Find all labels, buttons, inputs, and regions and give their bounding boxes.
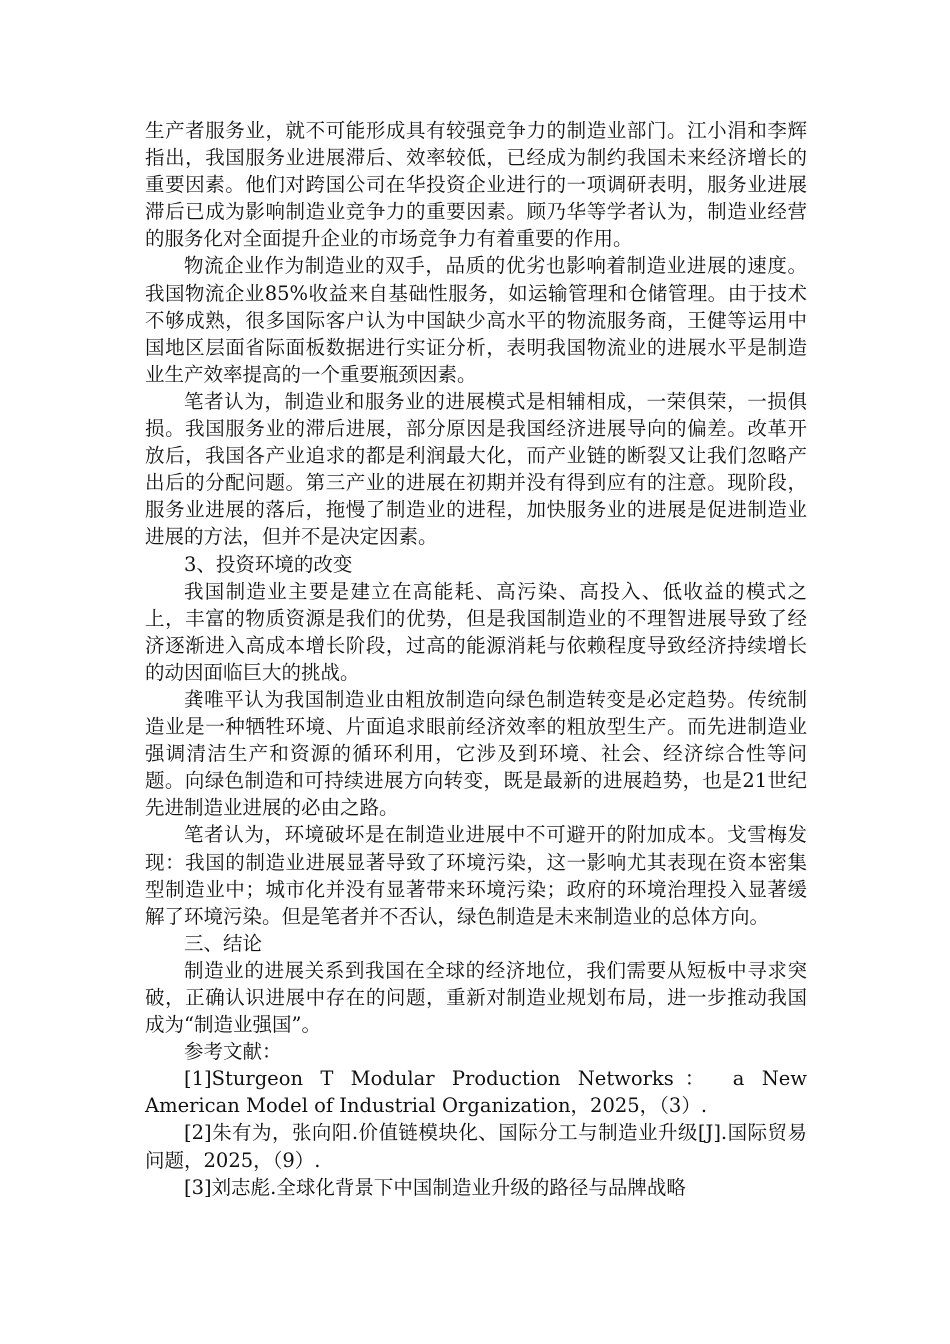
paragraph-energy-consumption: 我国制造业主要是建立在高能耗、高污染、高投入、低收益的模式之上，丰富的物质资源是我们的优势，但是我国制造业的不理智进展导致了经济逐渐进入高成本增长阶段，过高的能源消耗与依赖程度导致经济持续增长的动因面临巨大的挑战。 bbox=[145, 579, 807, 684]
reference-item-3: [3]刘志彪.全球化背景下中国制造业升级的路径与品牌战略 bbox=[184, 1175, 686, 1199]
paragraph-conclusion: 制造业的进展关系到我国在全球的经济地位，我们需要从短板中寻求突破，正确认识进展中存在的问题，重新对制造业规划布局，进一步推动我国成为“制造业强国”。 bbox=[145, 958, 807, 1037]
paragraph-service-industry-continued: 生产者服务业，就不可能形成具有较强竞争力的制造业部门。江小涓和李辉指出，我国服务业进展滞后、效率较低，已经成为制约我国未来经济增长的重要因素。他们对跨国公司在华投资企业进行的一项调研表明，服务业进展滞后已成为影响制造业竞争力的重要因素。顾乃华等学者认为，制造业经营的服务化对全面提升企业的市场竞争力有着重要的作用。 bbox=[145, 119, 807, 251]
reference-item-1: [1]Sturgeon T Modular Production Networks： a New American Model of Industrial Organization，2025，（3）. bbox=[145, 1067, 807, 1118]
section-heading-conclusion: 三、结论 bbox=[184, 931, 263, 955]
section-heading-investment-environment: 3、投资环境的改变 bbox=[184, 552, 353, 576]
paragraph-logistics: 物流企业作为制造业的双手，品质的优劣也影响着制造业进展的速度。我国物流企业85%收益来自基础性服务，如运输管理和仓储管理。由于技术不够成熟，很多国际客户认为中国缺少高水平的物流服务商，王健等运用中国地区层面省际面板数据进行实证分析，表明我国物流业的进展水平是制造业生产效率提高的一个重要瓶颈因素。 bbox=[145, 254, 807, 386]
reference-item-2: [2]朱有为，张向阳.价值链模块化、国际分工与制造业升级[J].国际贸易问题，2025，（9）. bbox=[145, 1121, 807, 1172]
paragraph-green-manufacturing: 龚唯平认为我国制造业由粗放制造向绿色制造转变是必定趋势。传统制造业是一种牺牲环境、片面追求眼前经济效率的粗放型生产。而先进制造业强调清洁生产和资源的循环利用，它涉及到环境、社会、经济综合性等问题。向绿色制造和可持续进展方向转变，既是最新的进展趋势，也是21世纪先进制造业进展的必由之路。 bbox=[145, 687, 807, 820]
paragraph-environmental-cost: 笔者认为，环境破坏是在制造业进展中不可避开的附加成本。戈雪梅发现：我国的制造业进展显著导致了环境污染，这一影响尤其表现在资本密集型制造业中；城市化并没有显著带来环境污染；政府的环境治理投入显著缓解了环境污染。但是笔者并不否认，绿色制造是未来制造业的总体方向。 bbox=[145, 823, 807, 928]
references-heading: 参考文献： bbox=[184, 1040, 282, 1064]
paragraph-author-view-services: 笔者认为，制造业和服务业的进展模式是相辅相成，一荣俱荣，一损俱损。我国服务业的滞后进展，部分原因是我国经济进展导向的偏差。改革开放后，我国各产业追求的都是利润最大化，而产业链的断裂又让我们忽略产出后的分配问题。第三产业的进展在初期并没有得到应有的注意。现阶段，服务业进展的落后，拖慢了制造业的进程，加快服务业的进展是促进制造业进展的方法，但并不是决定因素。 bbox=[145, 389, 807, 549]
document-body bbox=[145, 117, 807, 1201]
